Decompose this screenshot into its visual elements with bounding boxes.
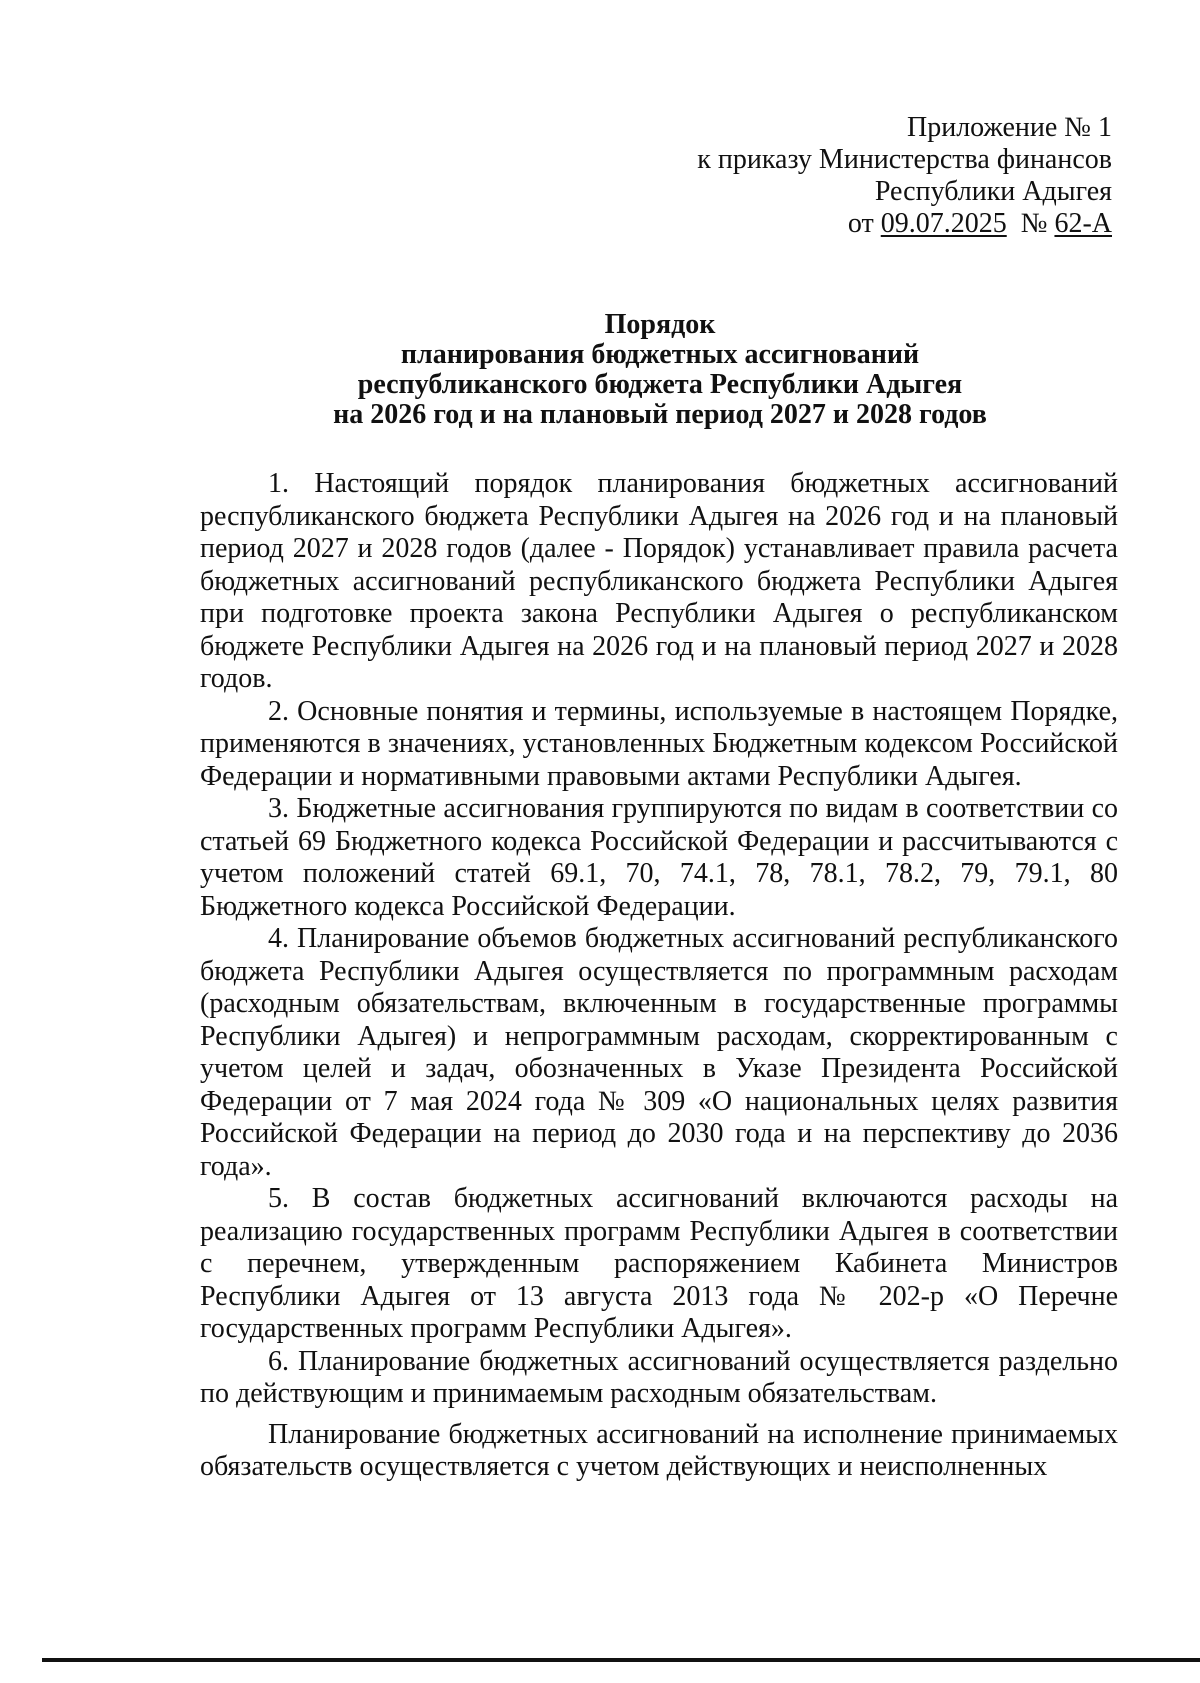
paragraph-4: 4. Планирование объемов бюджетных ассигнований республиканского бюджета Республики Адыгея осуществляется по программным расходам (расходным обязательствам, включенным в государственные программы Республики Адыгея) и непрограммным расходам, скорректированным с учетом целей и задач, обозначенных в Указе Президента Российской Федерации от 7 мая 2024 года № 309 «О национальных целях развития Российской Федерации на период до 2030 года и на перспективу до 2036 года».: [200, 923, 1118, 1182]
document-title: [200, 310, 1120, 430]
paragraph-1: 1. Настоящий порядок планирования бюджетных ассигнований республиканского бюджета Республики Адыгея на 2026 год и на плановый период 2027 и 2028 годов (далее - Порядок) устанавливает правила расчета бюджетных ассигнований республиканского бюджета Республики Адыгея при подготовке проекта закона Республики Адыгея о республиканском бюджете Республики Адыгея на 2026 год и на плановый период 2027 и 2028 годов.: [200, 468, 1118, 694]
document-body: [200, 468, 1118, 1484]
appendix-title: Приложение № 1: [907, 112, 1112, 143]
paragraph-7: Планирование бюджетных ассигнований на исполнение принимаемых обязательств осуществляется с учетом действующих и неисполненных: [200, 1418, 1118, 1482]
title-line-3: республиканского бюджета Республики Адыгея: [357, 369, 963, 400]
appendix-republic-line: Республики Адыгея: [874, 176, 1112, 207]
date-prefix: от: [847, 208, 874, 239]
title-line-1: Порядок: [604, 309, 716, 340]
paragraph-5: 5. В состав бюджетных ассигнований включаются расходы на реализацию государственных программ Республики Адыгея в соответствии с перечнем, утвержденным распоряжением Кабинета Министров Республики Адыгея от 13 августа 2013 года № 202-р «О Перечне государственных программ Республики Адыгея».: [200, 1183, 1118, 1344]
appendix-header: [697, 112, 1112, 240]
paragraph-2: 2. Основные понятия и термины, используемые в настоящем Порядке, применяются в значениях, установленных Бюджетным кодексом Российской Федерации и нормативными правовыми актами Республики Адыгея.: [200, 695, 1118, 792]
title-line-4: на 2026 год и на плановый период 2027 и 2028 годов: [333, 399, 987, 430]
order-number: 62-А: [1054, 208, 1112, 239]
number-prefix: №: [1020, 208, 1048, 239]
appendix-date-line: [697, 208, 1112, 240]
appendix-order-line: к приказу Министерства финансов: [697, 144, 1112, 175]
order-date: 09.07.2025: [880, 208, 1007, 239]
title-line-2: планирования бюджетных ассигнований: [400, 339, 920, 370]
scan-edge-line: [42, 1658, 1200, 1662]
paragraph-6: 6. Планирование бюджетных ассигнований осуществляется раздельно по действующим и принимаемым расходным обязательствам.: [200, 1345, 1118, 1409]
paragraph-3: 3. Бюджетные ассигнования группируются по видам в соответствии со статьей 69 Бюджетного кодекса Российской Федерации и рассчитываются с учетом положений статей 69.1, 70, 74.1, 78, 78.1, 78.2, 79, 79.1, 80 Бюджетного кодекса Российской Федерации.: [200, 793, 1118, 922]
